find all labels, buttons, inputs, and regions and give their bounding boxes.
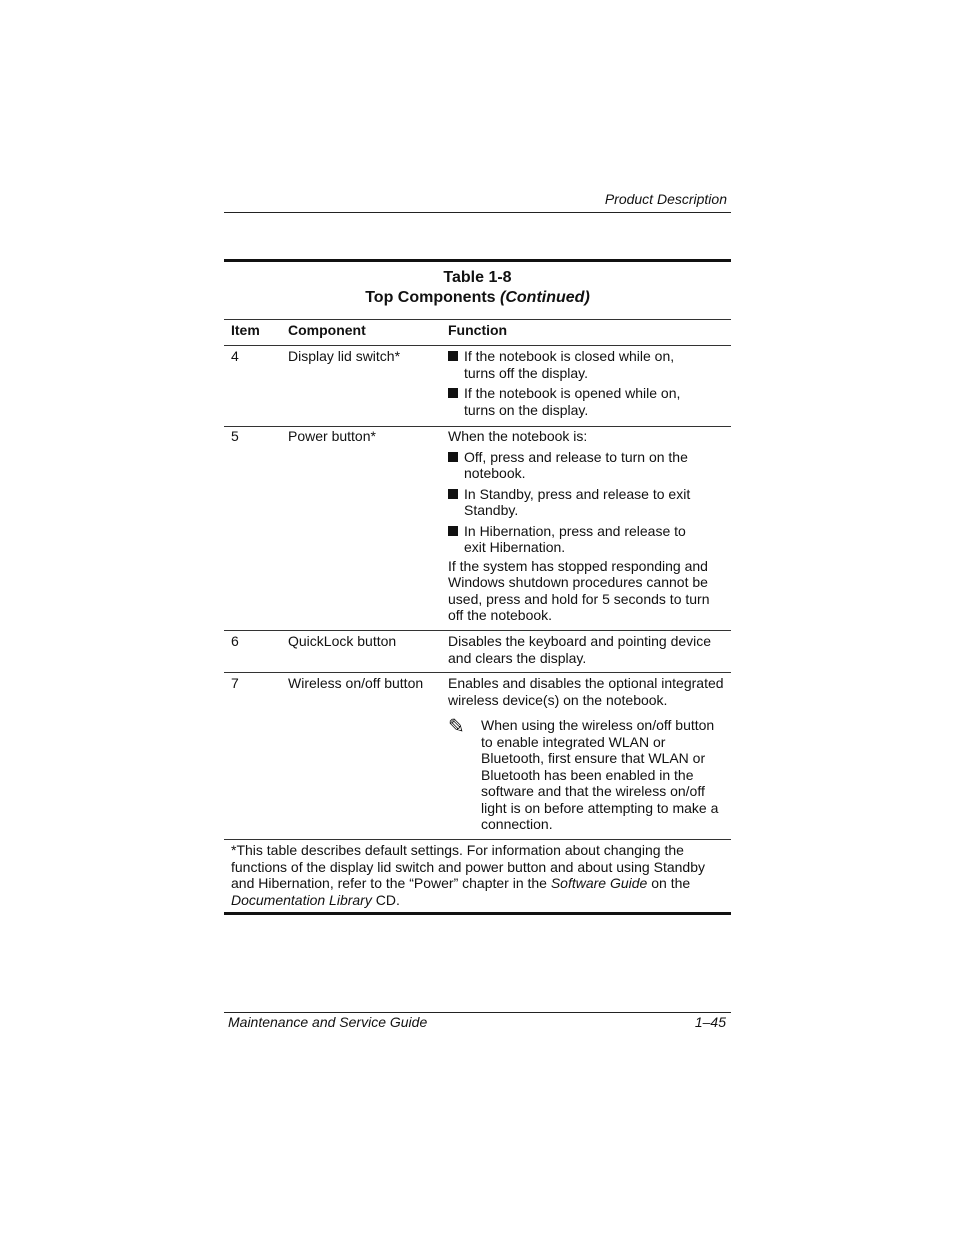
row-component-quicklock-button: QuickLock button xyxy=(288,633,397,649)
bullet-square-icon xyxy=(448,351,458,361)
column-header-function: Function xyxy=(448,322,508,338)
list-item: Off, press and release to turn on the notebook. xyxy=(448,449,728,482)
footer-divider xyxy=(224,1012,731,1013)
row-function-quicklock-button: Disables the keyboard and pointing device and clears the display. xyxy=(448,633,712,666)
row-component-wireless-button: Wireless on/off button xyxy=(288,675,424,691)
footer-guide-title: Maintenance and Service Guide xyxy=(228,1014,428,1030)
list-item: If the notebook is opened while on, turns on the display. xyxy=(448,385,728,418)
row-function-power-button: When the notebook is: Off, press and release to turn on the notebook. In Standby, press and release to exit Standby. In Hibernation, press and release to exit Hibernation. If the system has stopped responding and Windows shutdown procedures cannot be used, press and hold for 5 seconds to turn off the notebook. xyxy=(448,428,728,624)
row-divider xyxy=(224,839,731,840)
row-function-wireless-button: Enables and disables the optional integrated wireless device(s) on the notebook. xyxy=(448,675,724,708)
bullet-square-icon xyxy=(448,526,458,536)
pencil-note-icon: ✎ xyxy=(448,716,465,738)
list-item: In Hibernation, press and release to exit Hibernation. xyxy=(448,523,728,556)
row-component-power-button: Power button* xyxy=(288,428,376,444)
column-header-component: Component xyxy=(288,322,366,338)
wireless-note xyxy=(448,717,728,837)
row-divider xyxy=(224,672,731,673)
header-divider xyxy=(224,212,731,213)
row-item-6: 6 xyxy=(231,633,239,649)
header-bottom-rule xyxy=(224,345,731,346)
table-title xyxy=(224,289,731,307)
bullet-square-icon xyxy=(448,388,458,398)
running-header: Product Description xyxy=(604,191,727,207)
column-header-item: Item xyxy=(231,322,260,338)
row-divider xyxy=(224,426,731,427)
table-number: Table 1-8 xyxy=(443,269,512,286)
bullet-square-icon xyxy=(448,489,458,499)
table-bottom-rule xyxy=(224,912,731,915)
table-top-rule xyxy=(224,259,731,262)
row-item-4: 4 xyxy=(231,348,239,364)
bullet-square-icon xyxy=(448,452,458,462)
row-item-7: 7 xyxy=(231,675,239,691)
list-item: If the notebook is closed while on, turns off the display. xyxy=(448,348,728,381)
row-function-display-lid-switch xyxy=(448,348,728,418)
row-divider xyxy=(224,630,731,631)
table-title-continued: (Continued) xyxy=(500,289,590,306)
page-number: 1–45 xyxy=(694,1014,726,1030)
table-footnote: *This table describes default settings. For information about changing the functions of the display lid switch and power button and about using Standby and Hibernation, refer to the “Power” chapter in the Software Guide on the Documentation Library CD. xyxy=(231,842,705,908)
header-top-rule xyxy=(224,319,731,320)
note-text: When using the wireless on/off button to enable integrated WLAN or Bluetooth, first ensure that WLAN or Bluetooth has been enabled in the software and that the wireless on/off light is on before attempting to make a connection. xyxy=(481,717,719,832)
list-item: In Standby, press and release to exit Standby. xyxy=(448,486,728,519)
table-title-text: Top Components xyxy=(365,289,501,306)
software-guide-title: Software Guide xyxy=(550,875,648,891)
row-component-display-lid-switch: Display lid switch* xyxy=(288,348,401,364)
documentation-library-title: Documentation Library xyxy=(231,891,372,908)
row-item-5: 5 xyxy=(231,428,239,444)
power-button-note: If the system has stopped responding and Windows shutdown procedures cannot be used, press and hold for 5 seconds to turn off the notebook. xyxy=(448,557,710,623)
